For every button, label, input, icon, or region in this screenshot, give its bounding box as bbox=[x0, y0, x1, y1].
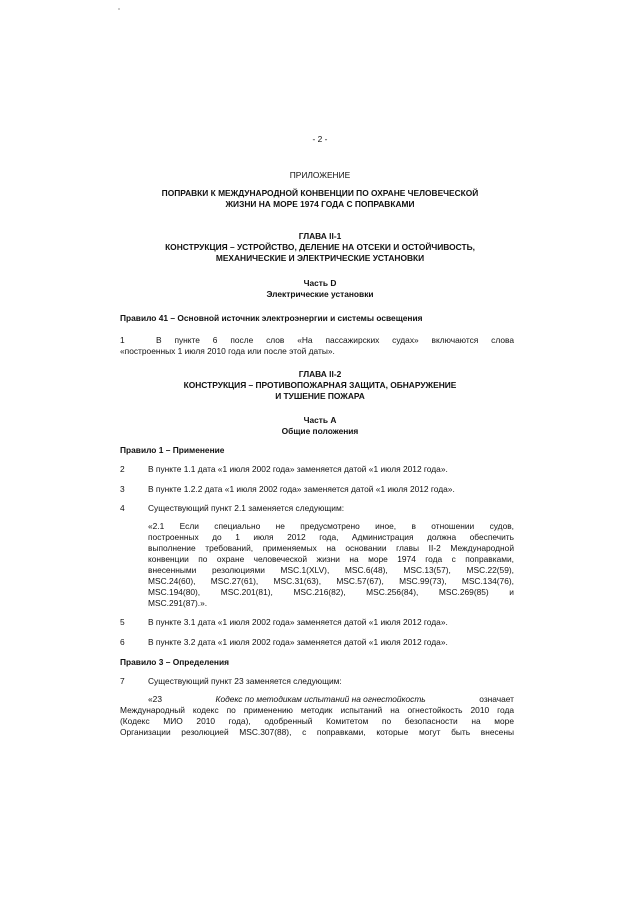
quote-line: внесенными резолюциями MSC.1(XLV), MSC.6(48), MSC.13(57), MSC.22(59), bbox=[148, 565, 514, 575]
scan-speck bbox=[118, 8, 120, 10]
definition-verb: означает bbox=[479, 694, 514, 704]
definition-line: Международный кодекс по применению методик испытаний на огнестойкость 2010 года bbox=[120, 705, 514, 715]
item-text: Существующий пункт 2.1 заменяется следующим: bbox=[148, 503, 345, 513]
part-title: Общие положения bbox=[281, 426, 359, 436]
chapter-label: ГЛАВА II-2 bbox=[298, 369, 342, 379]
definition-line: (Кодекс МИО 2010 года), одобренный Комитетом по безопасности на море bbox=[120, 716, 514, 726]
quote-line: выполнение требований, применяемых на основании главы II-2 Международной bbox=[148, 543, 514, 553]
part-title: Электрические установки bbox=[266, 289, 374, 299]
definition-first-line bbox=[148, 694, 514, 705]
chapter-title-line-1: КОНСТРУКЦИЯ – ПРОТИВОПОЖАРНАЯ ЗАЩИТА, ОБНАРУЖЕНИЕ bbox=[183, 380, 457, 390]
page-number: - 2 - bbox=[312, 134, 328, 144]
quote-line: построенных до 1 июля 2012 года, Администрация должна обеспечить bbox=[148, 532, 514, 542]
item-text: В пункте 1.2.2 дата «1 июля 2002 года» заменяется датой «1 июля 2012 года». bbox=[148, 484, 455, 494]
quote-line: MSC.291(87).». bbox=[148, 598, 208, 608]
document-title-line-2: ЖИЗНИ НА МОРЕ 1974 ГОДА С ПОПРАВКАМИ bbox=[225, 199, 415, 209]
item-number: 2 bbox=[120, 464, 125, 474]
part-label: Часть A bbox=[303, 415, 337, 425]
item-number: 4 bbox=[120, 503, 125, 513]
document-title-line-1: ПОПРАВКИ К МЕЖДУНАРОДНОЙ КОНВЕНЦИИ ПО ОХРАНЕ ЧЕЛОВЕЧЕСКОЙ bbox=[161, 188, 479, 198]
chapter-title-line-2: И ТУШЕНИЕ ПОЖАРА bbox=[275, 391, 365, 401]
annex-heading: ПРИЛОЖЕНИЕ bbox=[289, 170, 351, 180]
item-number: 5 bbox=[120, 617, 125, 627]
chapter-label: ГЛАВА II-1 bbox=[298, 231, 342, 241]
item-text: Существующий пункт 23 заменяется следующим: bbox=[148, 676, 342, 686]
item-text: В пункте 3.1 дата «1 июля 2002 года» заменяется датой «1 июля 2012 года». bbox=[148, 617, 448, 627]
item-text: В пункте 1.1 дата «1 июля 2002 года» заменяется датой «1 июля 2012 года». bbox=[148, 464, 448, 474]
definition-line: Организации резолюцией MSC.307(88), с поправками, которые могут быть внесены bbox=[120, 727, 514, 737]
item-number: 1 bbox=[120, 335, 125, 345]
definition-term: Кодекс по методикам испытаний на огнестойкость bbox=[215, 694, 426, 704]
chapter-title-line-2: МЕХАНИЧЕСКИЕ И ЭЛЕКТРИЧЕСКИЕ УСТАНОВКИ bbox=[215, 253, 425, 263]
item-number: 6 bbox=[120, 637, 125, 647]
quote-line: MSC.194(80), MSC.201(81), MSC.216(82), MSC.256(84), MSC.269(85) и bbox=[148, 587, 514, 597]
item-number: 3 bbox=[120, 484, 125, 494]
item-number: 7 bbox=[120, 676, 125, 686]
quote-line: конвенции по охране человеческой жизни на море 1974 года с поправками, bbox=[148, 554, 514, 564]
item-text-line: В пункте 6 после слов «На пассажирских судах» включаются слова bbox=[156, 335, 514, 345]
part-label: Часть D bbox=[303, 278, 337, 288]
chapter-title-line-1: КОНСТРУКЦИЯ – УСТРОЙСТВО, ДЕЛЕНИЕ НА ОТСЕКИ И ОСТОЙЧИВОСТЬ, bbox=[165, 242, 475, 252]
regulation-heading: Правило 1 – Применение bbox=[120, 445, 225, 455]
quote-line: «2.1 Если специально не предусмотрено иное, в отношении судов, bbox=[148, 521, 514, 531]
item-text: В пункте 3.2 дата «1 июля 2002 года» заменяется датой «1 июля 2012 года». bbox=[148, 637, 448, 647]
item-text-line: «построенных 1 июля 2010 года или после этой даты». bbox=[120, 346, 335, 356]
definition-number: «23 bbox=[148, 694, 162, 704]
quote-line: MSC.24(60), MSC.27(61), MSC.31(63), MSC.57(67), MSC.99(73), MSC.134(76), bbox=[148, 576, 514, 586]
regulation-heading: Правило 3 – Определения bbox=[120, 657, 229, 667]
regulation-heading: Правило 41 – Основной источник электроэнергии и системы освещения bbox=[120, 313, 423, 323]
